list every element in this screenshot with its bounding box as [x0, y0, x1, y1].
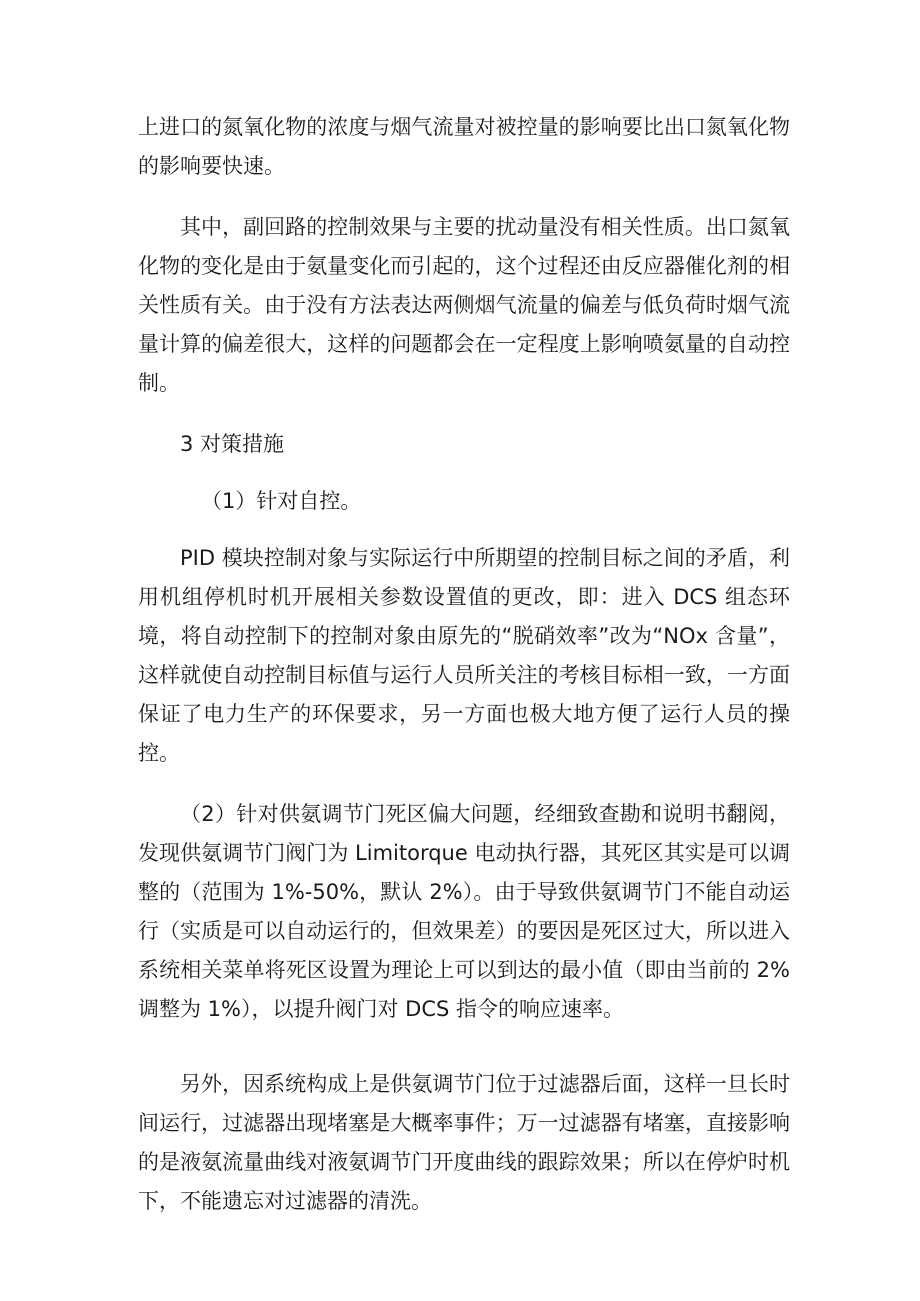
subheading-auto-control: （1）针对自控。: [201, 489, 362, 513]
paragraph-deadband: （2）针对供氨调节门死区偏大问题，经细致查勘和说明书翻阅，发现供氨调节门阀门为 Limitorque 电动执行器，其死区其实是可以调整的（范围为 1%-50%，默认 2%）。由于导致供氨调节门不能自动运行（实质是可以自动运行的，但效果差）的要因是死区过大，所以进入系统相关菜单将死区设置为理论上可以到达的最小值（即由当前的 2%调整为 1%），以提升阀门对 DCS 指令的响应速率。: [138, 802, 790, 1021]
section-heading-countermeasures: 3 对策措施: [180, 432, 285, 456]
paragraph-filter: 另外，因系统构成上是供氨调节门位于过滤器后面，这样一旦长时间运行，过滤器出现堵塞是大概率事件；万一过滤器有堵塞，直接影响的是液氨流量曲线对液氨调节门开度曲线的跟踪效果；所以在停炉时机下，不能遗忘对过滤器的清洗。: [138, 1072, 790, 1213]
paragraph-secondary-loop: 其中，副回路的控制效果与主要的扰动量没有相关性质。出口氮氧化物的变化是由于氨量变化而引起的，这个过程还由反应器催化剂的相关性质有关。由于没有方法表达两侧烟气流量的偏差与低负荷时烟气流量计算的偏差很大，这样的问题都会在一定程度上影响喷氨量的自动控制。: [138, 215, 790, 395]
paragraph-pid-control: PID 模块控制对象与实际运行中所期望的控制目标之间的矛盾，利用机组停机时机开展相关参数设置值的更改，即：进入 DCS 组态环境，将自动控制下的控制对象由原先的“脱硝效率”改为“NOx 含量”，这样就使自动控制目标值与运行人员所关注的考核目标相一致，一方面保证了电力生产的环保要求，另一方面也极大地方便了运行人员的操控。: [138, 546, 790, 765]
paragraph-continuation: 上进口的氮氧化物的浓度与烟气流量对被控量的影响要比出口氮氧化物的影响要快速。: [138, 115, 790, 178]
document-body: [138, 108, 790, 1243]
